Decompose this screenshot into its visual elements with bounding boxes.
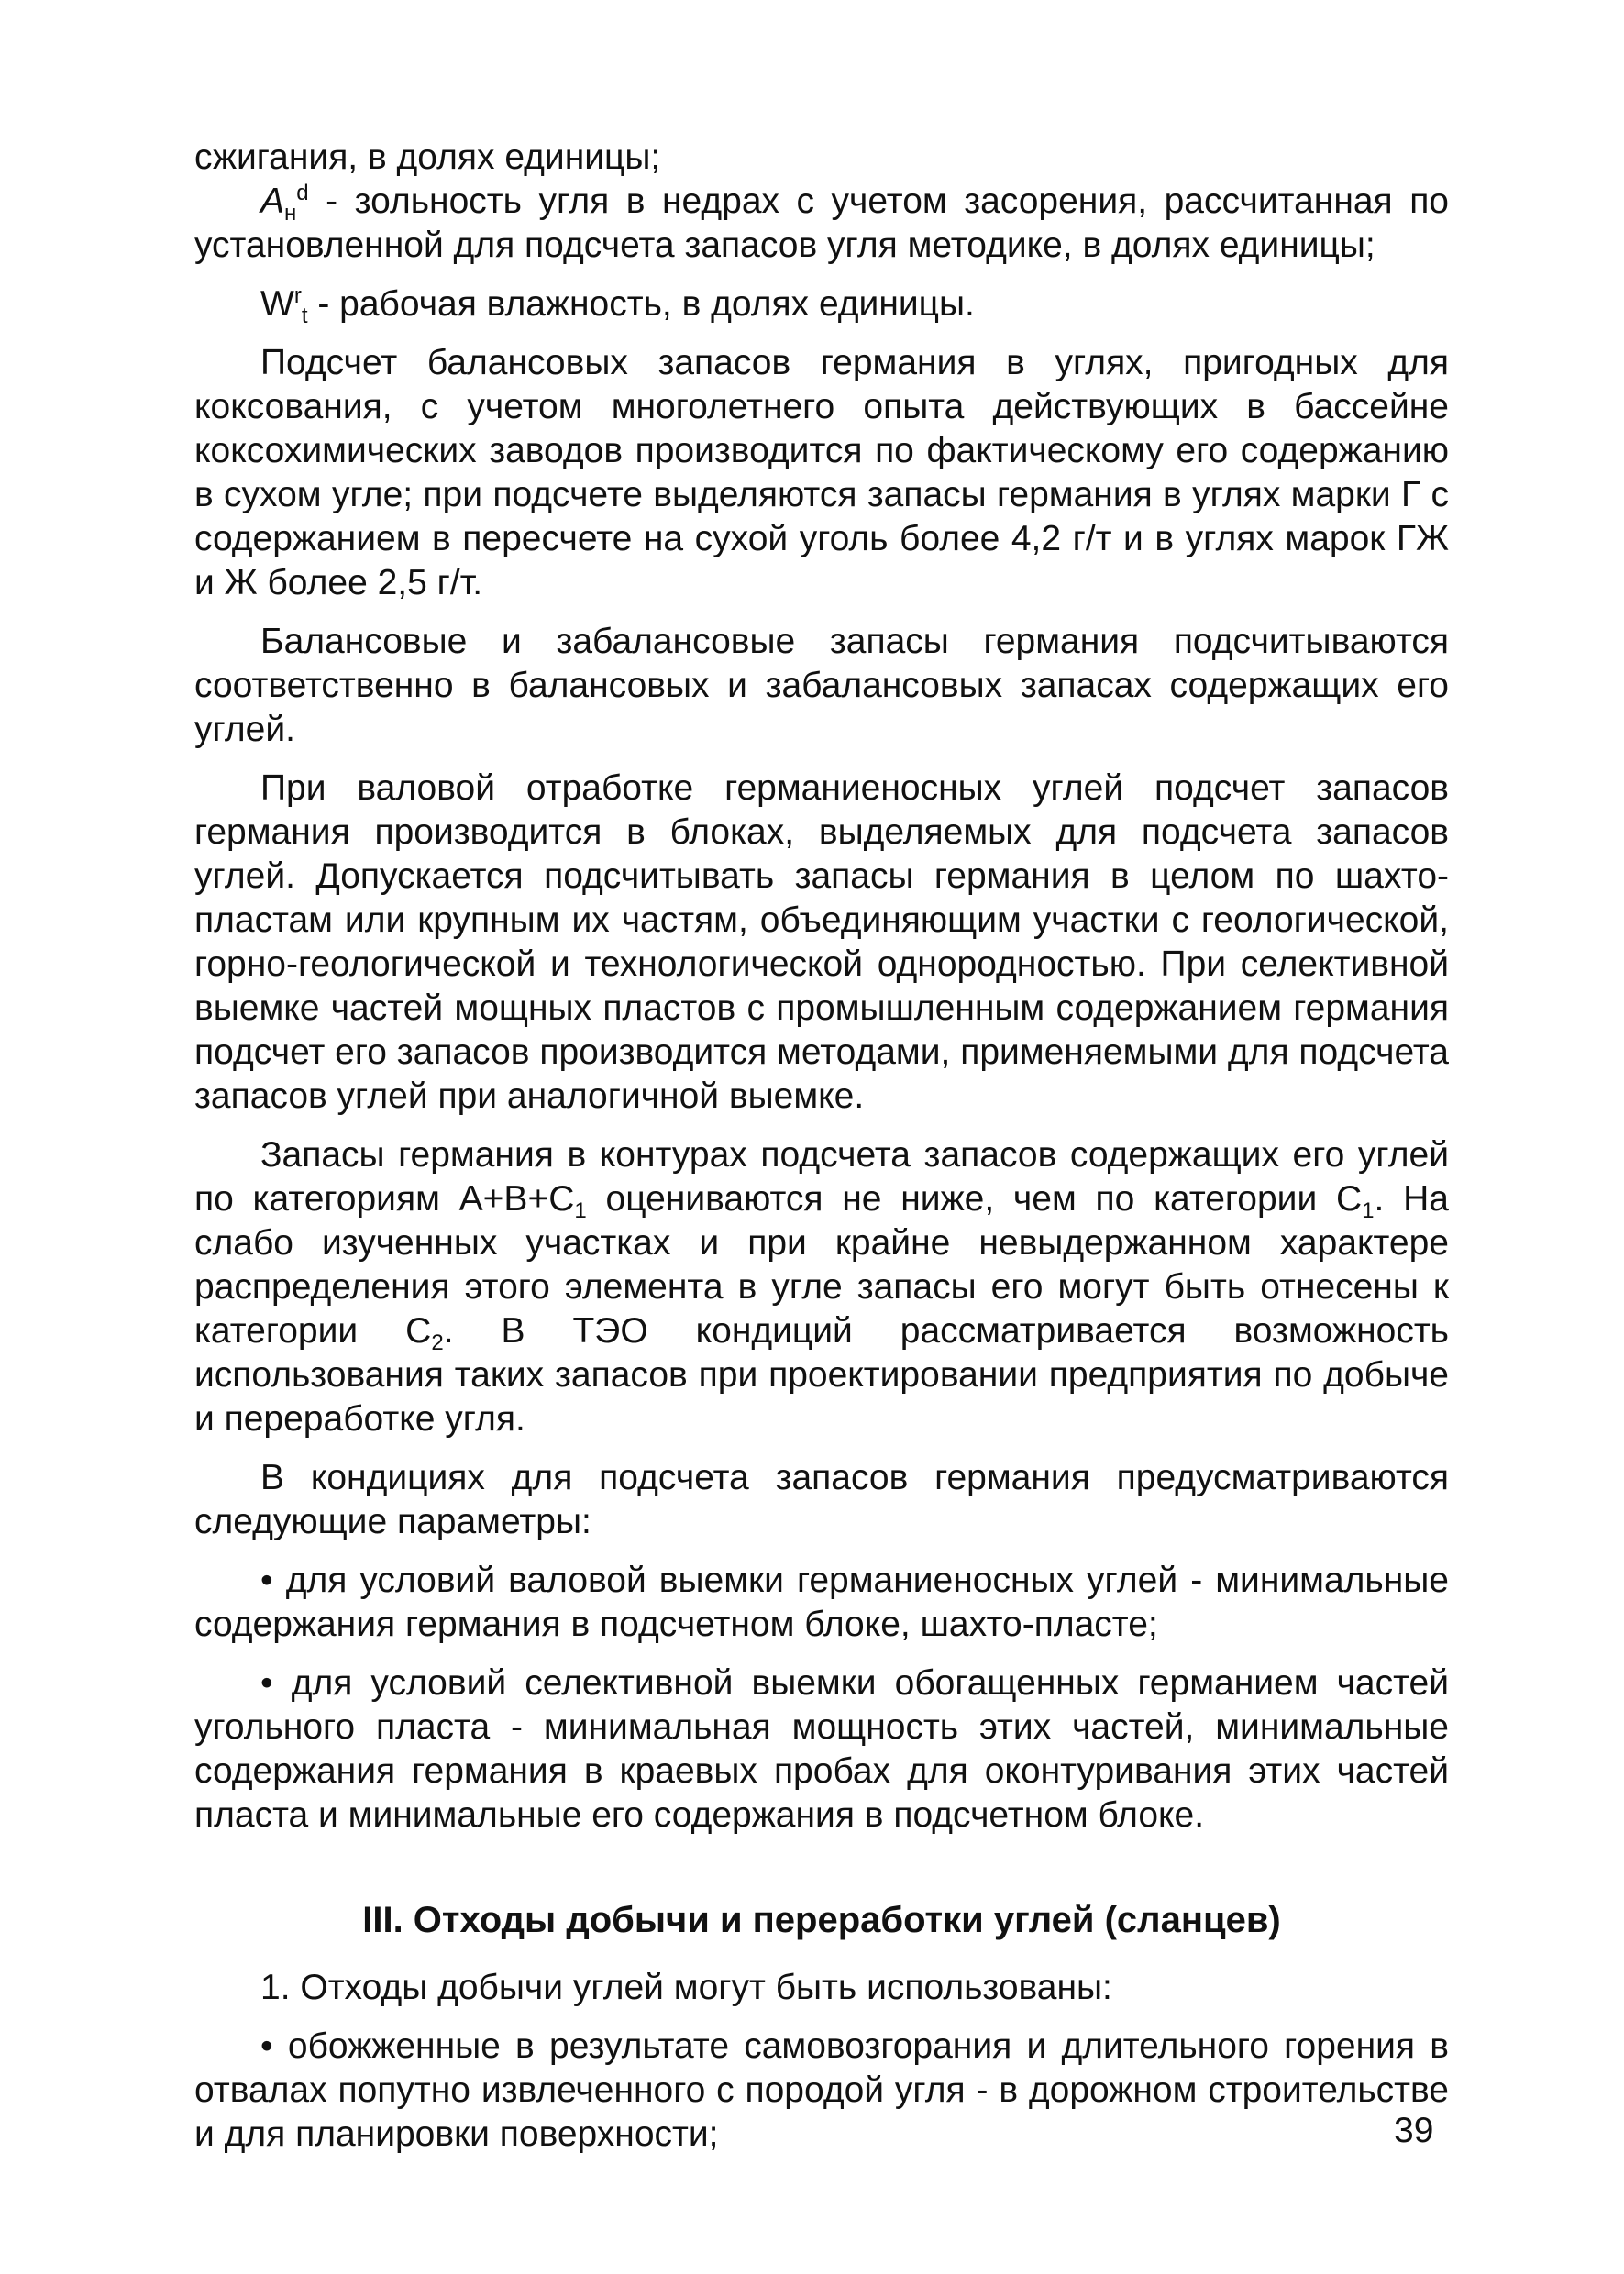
symbol-w-superscript: r bbox=[293, 283, 302, 308]
symbol-a: A bbox=[260, 182, 285, 221]
symbol-a-superscript: d bbox=[296, 181, 309, 205]
paragraph-categories bbox=[194, 1133, 1449, 1441]
categories-sub-1: 1 bbox=[574, 1198, 587, 1223]
symbol-w-subscript: t bbox=[301, 304, 308, 328]
paragraph-moisture-text: - рабочая влажность, в долях единицы. bbox=[307, 284, 975, 324]
categories-sub-2: 1 bbox=[1362, 1198, 1375, 1223]
categories-text-b: оцениваются не ниже, чем по категории C bbox=[586, 1179, 1363, 1219]
bullet-bulk-mining: • для условий валовой выемки германиеносных углей - минимальные содержания германия в подсчетном блоке, шахто-пласте; bbox=[194, 1561, 1449, 1644]
page-number: 39 bbox=[1394, 2111, 1434, 2150]
bullet-burnt-waste: • обожженные в результате самовозгорания и длительного горения в отвалах попутно извлеченного с породой угля - в дорожном строительстве и для планировки поверхности; bbox=[194, 2026, 1449, 2154]
symbol-a-subscript: н bbox=[284, 201, 297, 226]
paragraph-ash-text: - зольность угля в недрах с учетом засорения, рассчитанная по установленной для подсчета запасов угля методике, в долях единицы; bbox=[194, 182, 1449, 265]
categories-text-d: . В ТЭО кондиций рассматривается возможность использования таких запасов при проектировании предприятия по добыче и переработке угля. bbox=[194, 1311, 1450, 1439]
paragraph-moisture bbox=[194, 282, 1449, 326]
paragraph-offbalance-reserves: Балансовые и забалансовые запасы германия подсчитываются соответственно в балансовых и забалансовых запасах содержащих его углей. bbox=[194, 622, 1449, 749]
paragraph-balance-reserves: Подсчет балансовых запасов германия в углях, пригодных для коксования, с учетом многолетнего опыта действующих в бассейне коксохимических заводов производится по фактическому его содержанию в сухом угле; при подсчете выделяются запасы германия в углях марки Г с содержанием в пересчете на сухой уголь более 4,2 г/т и в углях марок ГЖ и Ж более 2,5 г/т. bbox=[194, 343, 1449, 602]
paragraph-continuation: сжигания, в долях единицы; bbox=[194, 138, 661, 177]
paragraph-bulk-mining: При валовой отработке германиеносных углей подсчет запасов германия производится в блоках, выделяемых для подсчета запасов углей. Допускается подсчитывать запасы германия в целом по шахто-пластам или крупным их частям, объединяющим участки с геологической, горно-геологической и технологической однородностью. При селективной выемке частей мощных пластов с промышленным содержанием германия подсчет его запасов производится методами, применяемыми для подсчета запасов углей при аналогичной выемке. bbox=[194, 768, 1449, 1116]
categories-sub-3: 2 bbox=[431, 1330, 444, 1355]
paragraph-waste-usage: 1. Отходы добычи углей могут быть использованы: bbox=[260, 1968, 1112, 2007]
document-page bbox=[194, 136, 1449, 2157]
categories-text-a: Запасы германия в контурах подсчета запасов содержащих его углей по категориям A+B+C bbox=[194, 1135, 1449, 1219]
section-title: III. Отходы добычи и переработки углей (сланцев) bbox=[362, 1900, 1281, 1940]
symbol-w: W bbox=[260, 284, 294, 324]
paragraph-parameters: В кондициях для подсчета запасов германия предусматриваются следующие параметры: bbox=[194, 1458, 1449, 1541]
categories-text-c: . На слабо изученных участках и при крайне невыдержанном характере распределения этого элемента в угле запасы его могут быть отнесены к категории C bbox=[194, 1179, 1449, 1351]
bullet-selective-mining: • для условий селективной выемки обогащенных германием частей угольного пласта - минимальная мощность этих частей, минимальные содержания германия в краевых пробах для оконтуривания этих частей пласта и минимальные его содержания в подсчетном блоке. bbox=[194, 1663, 1449, 1835]
paragraph-ash-content bbox=[194, 180, 1449, 268]
